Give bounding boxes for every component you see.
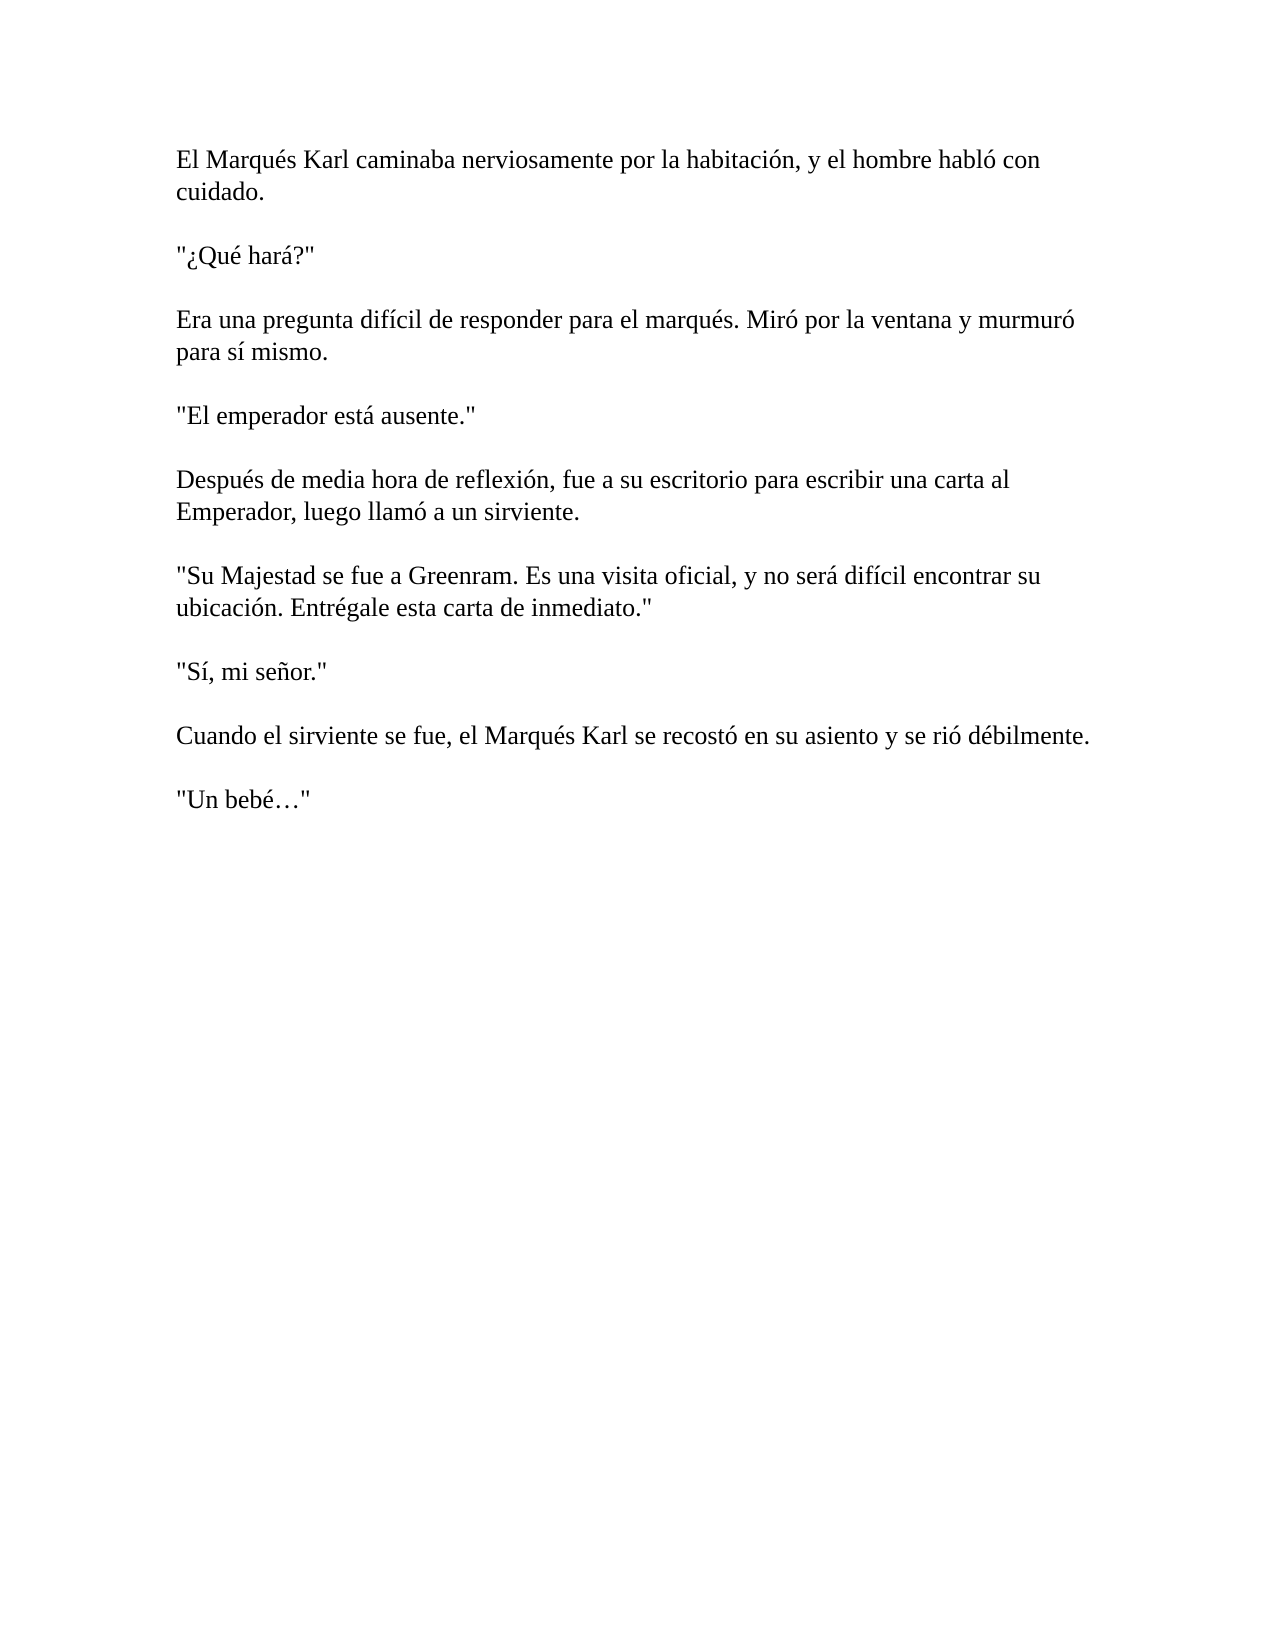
paragraph-2: "¿Qué hará?" xyxy=(176,241,315,270)
paragraph-1: El Marqués Karl caminaba nerviosamente por la habitación, y el hombre habló con cuidado. xyxy=(176,145,1041,206)
paragraph-5: Después de media hora de reflexión, fue a su escritorio para escribir una carta al Emperador, luego llamó a un sirviente. xyxy=(176,465,1010,526)
paragraph-8: Cuando el sirviente se fue, el Marqués Karl se recostó en su asiento y se rió débilmente. xyxy=(176,721,1091,750)
document-body xyxy=(176,144,1096,848)
paragraph-9: "Un bebé…" xyxy=(176,785,311,814)
paragraph-7: "Sí, mi señor." xyxy=(176,657,328,686)
paragraph-6: "Su Majestad se fue a Greenram. Es una visita oficial, y no será difícil encontrar su ubicación. Entrégale esta carta de inmediato." xyxy=(176,561,1041,622)
paragraph-4: "El emperador está ausente." xyxy=(176,401,476,430)
paragraph-3: Era una pregunta difícil de responder para el marqués. Miró por la ventana y murmuró para sí mismo. xyxy=(176,305,1075,366)
